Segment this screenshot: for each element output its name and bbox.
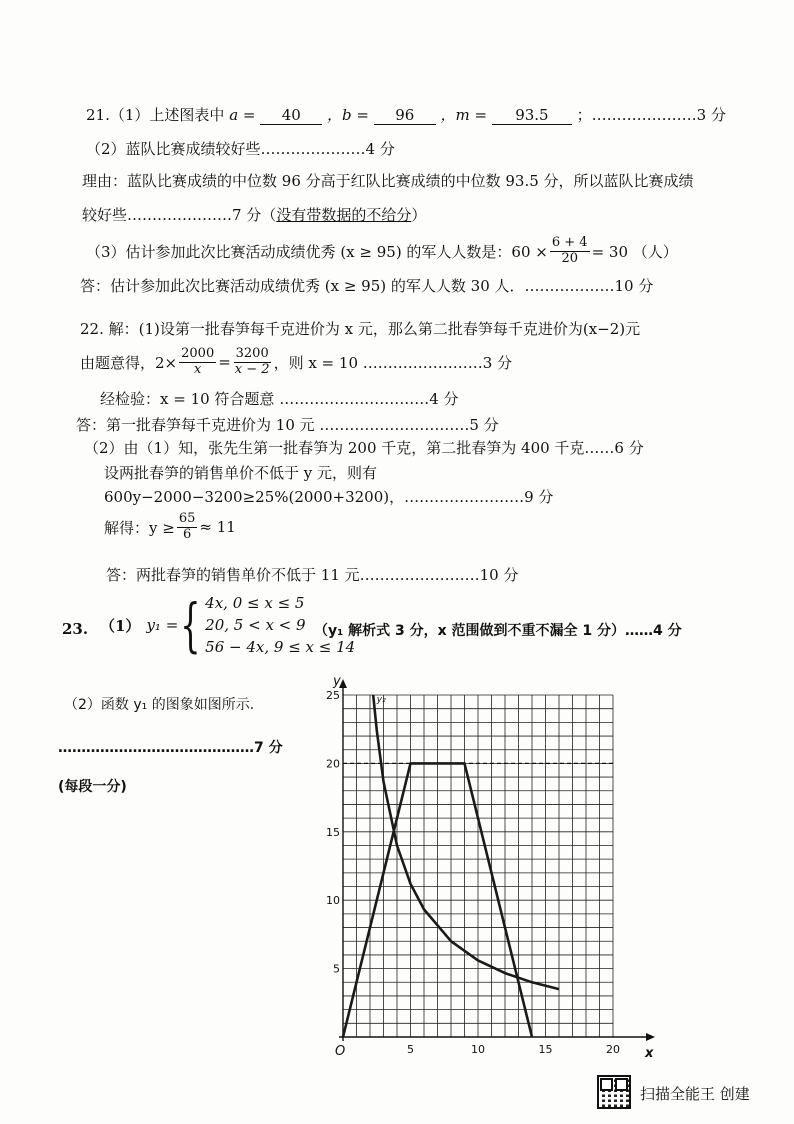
a-label: a = xyxy=(229,106,256,124)
y-axis-label: y xyxy=(333,674,341,689)
y-tick-label: 20 xyxy=(326,757,340,771)
q23-scoring-note: （y₁ 解析式 3 分，x 范围做到不重不漏全 1 分）……4 分 xyxy=(314,623,682,639)
q21-part3-text: （3）估计参加此次比赛活动成绩优秀 (x ≥ 95) 的军人人数是：60 × xyxy=(86,242,548,261)
y-tick-label: 10 xyxy=(326,894,340,908)
q21-part3-result: = 30 （人） xyxy=(591,242,678,261)
equals-sign: = xyxy=(218,353,231,372)
q23-score-7: ……………………………………7 分 xyxy=(58,740,283,756)
q23-part1-label: （1） xyxy=(100,616,141,635)
frac-den: x − 2 xyxy=(234,361,270,377)
series-y2-curve xyxy=(373,695,559,989)
no-data-note: 没有带数据的不给分 xyxy=(276,206,412,224)
x-tick-label: 10 xyxy=(471,1043,485,1056)
q21-line4-suffix: ） xyxy=(411,206,427,224)
q22-setup: 设两批春笋的销售单价不低于 y 元，则有 xyxy=(104,464,378,482)
piecewise-brace: { 4x, 0 ≤ x ≤ 5 20, 5 < x < 9 56 − 4x, 9 ≤ x ≤ 14 xyxy=(180,591,356,659)
x-tick-label: 15 xyxy=(538,1043,553,1056)
q22-inequality: 600y−2000−3200≥25%(2000+3200)，……………………9 分 xyxy=(104,488,554,506)
q21-line4 xyxy=(82,204,426,225)
fraction-3200-over-x-minus-2 xyxy=(233,347,272,378)
chart-grid xyxy=(343,695,613,1037)
q22-answer1: 答：第一批春笋每千克进价为 10 元 …………………………5 分 xyxy=(76,416,499,434)
fraction-2000-over-x xyxy=(179,347,216,378)
y-tick-label: 25 xyxy=(326,689,340,702)
q22-sol-suffix: ≈ 11 xyxy=(199,518,236,537)
q21-prefix: 21.（1）上述图表中 xyxy=(86,106,225,124)
y-tick-label: 5 xyxy=(333,962,340,976)
x-axis-arrow xyxy=(646,1033,655,1041)
frac-num: 3200 xyxy=(235,346,269,361)
q22-solution xyxy=(104,512,236,543)
frac-num: 2000 xyxy=(181,346,215,361)
x-axis-label: x xyxy=(645,1046,654,1061)
frac-num: 65 xyxy=(178,511,196,526)
frac-den: 6 xyxy=(182,526,192,542)
origin-label: O xyxy=(335,1044,346,1059)
q22-answer2: 答：两批春笋的销售单价不低于 11 元……………………10 分 xyxy=(106,566,519,584)
frac-num: 6 + 4 xyxy=(551,235,588,250)
x-tick-label: 20 xyxy=(606,1043,620,1056)
b-answer: 96 xyxy=(374,106,436,125)
fraction-65-over-6 xyxy=(177,512,198,543)
q22-line1: 22. 解：(1)设第一批春笋每千克进价为 x 元，那么第二批春笋每千克进价为(x−2)元 xyxy=(80,320,641,338)
q21-answer: 答：估计参加此次比赛活动成绩优秀 (x ≥ 95) 的军人人数 30 人．………………10 分 xyxy=(80,277,654,295)
q21-score-1: ；…………………3 分 xyxy=(576,106,726,124)
case-1: 4x, 0 ≤ x ≤ 5 xyxy=(205,594,305,612)
q21-reason: 理由：蓝队比赛成绩的中位数 96 分高于红队比赛成绩的中位数 93.5 分，所以蓝队比赛成绩 xyxy=(82,172,694,190)
frac-den: x xyxy=(194,361,202,377)
case-2: 20, 5 < x < 9 xyxy=(205,616,306,634)
q21-line4-prefix: 较好些…………………7 分（ xyxy=(82,206,277,224)
qr-code-icon xyxy=(597,1075,631,1109)
case-3: 56 − 4x, 9 ≤ x ≤ 14 xyxy=(205,638,356,656)
q21-line1 xyxy=(86,104,726,125)
q21-line2: （2）蓝队比赛成绩较好些…………………4 分 xyxy=(86,140,395,158)
q22-sol-prefix: 解得：y ≥ xyxy=(104,518,175,537)
q22-equation xyxy=(80,347,512,378)
frac-den: 20 xyxy=(561,250,578,266)
q23-number: 23. xyxy=(62,620,89,638)
q22-eq-suffix: ，则 x = 10 ……………………3 分 xyxy=(273,353,513,372)
function-graph xyxy=(315,672,660,1067)
q22-check: 经检验：x = 10 符合题意 …………………………4 分 xyxy=(100,390,459,408)
m-label: ，m = xyxy=(440,106,488,124)
b-label: ，b = xyxy=(327,106,369,124)
q21-line5 xyxy=(86,236,678,267)
m-answer: 93.5 xyxy=(492,106,572,125)
q22-eq-prefix: 由题意得，2× xyxy=(80,353,178,372)
y1-label: y₁ = xyxy=(146,616,179,634)
scanner-watermark: 扫描全能王 创建 xyxy=(640,1085,750,1103)
q23-each-segment: (每段一分) xyxy=(58,779,127,795)
q23-part2: （2）函数 y₁ 的图象如图所示. xyxy=(64,697,255,713)
fraction-6plus4-over-20 xyxy=(550,236,590,267)
y-tick-label: 15 xyxy=(326,825,340,839)
q22-part2: （2）由（1）知，张先生第一批春笋为 200 千克，第二批春笋为 400 千克……6 分 xyxy=(84,439,644,457)
curve-label-y2: y₂ xyxy=(376,694,386,705)
x-tick-label: 5 xyxy=(407,1043,414,1056)
a-answer: 40 xyxy=(260,106,322,125)
